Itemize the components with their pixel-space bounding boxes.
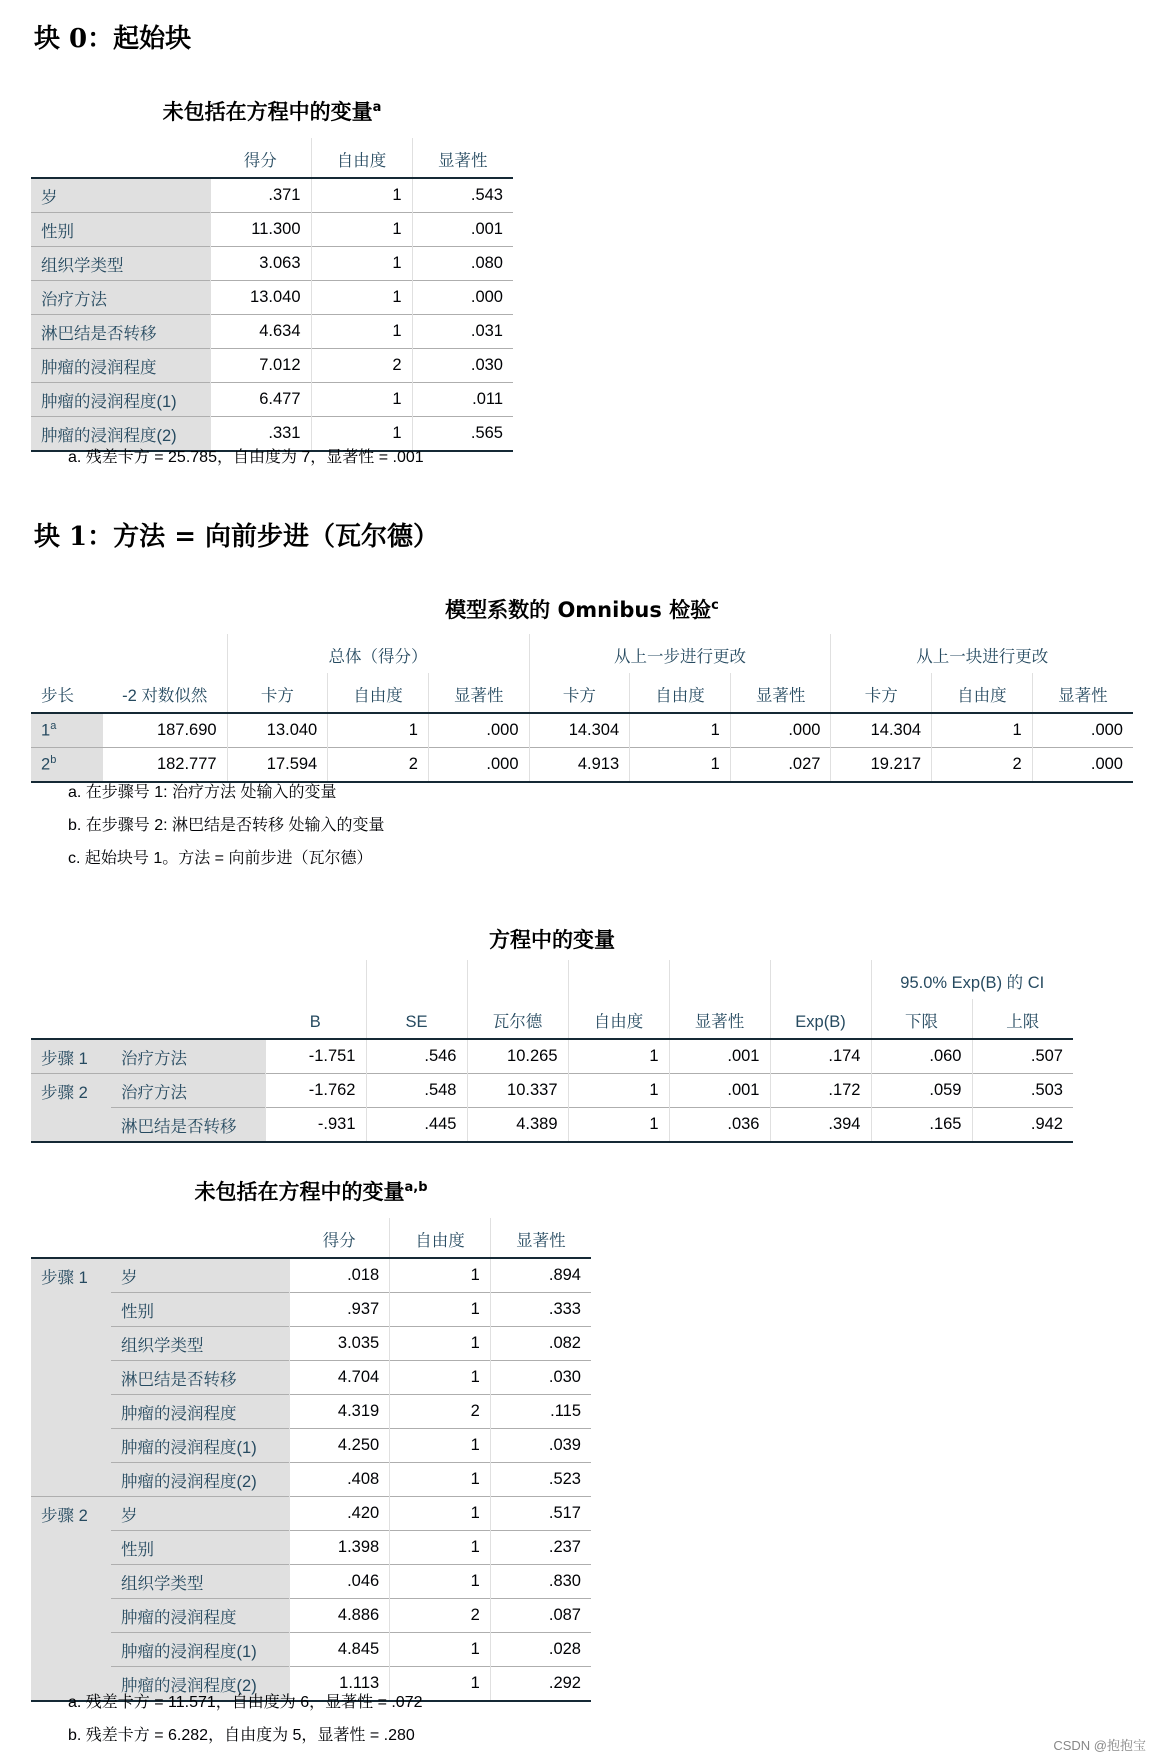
- cell-value: 1.113: [289, 1667, 390, 1702]
- col-header: 卡方: [831, 673, 932, 713]
- table-row: [31, 1258, 591, 1293]
- cell-value: .001: [669, 1074, 770, 1108]
- row-label: 治疗方法: [31, 281, 210, 315]
- cell-value: 2: [328, 748, 429, 783]
- table-row: [31, 1497, 591, 1531]
- cell-value: .523: [490, 1463, 591, 1497]
- col-header: 显著性: [412, 138, 513, 178]
- cell-value: .546: [366, 1039, 467, 1074]
- cell-value: .018: [289, 1258, 390, 1293]
- cell-value: .333: [490, 1293, 591, 1327]
- table-row: [31, 1633, 591, 1667]
- cell-value: .039: [490, 1429, 591, 1463]
- footnote: b. 在步骤号 2: 淋巴结是否转移 处输入的变量: [68, 817, 385, 834]
- cell-value: 1: [311, 213, 412, 247]
- step-label: 步骤 2: [31, 1074, 111, 1108]
- cell-value: .000: [730, 713, 831, 748]
- cell-value: 4.634: [210, 315, 311, 349]
- row-label: 肿瘤的浸润程度(1): [31, 383, 210, 417]
- cell-value: .115: [490, 1395, 591, 1429]
- cell-value: 1: [390, 1633, 491, 1667]
- cell-value: .942: [972, 1108, 1073, 1143]
- table-row: [31, 1293, 591, 1327]
- cell-value: 1: [568, 1074, 669, 1108]
- col-header: 显著性: [669, 999, 770, 1039]
- table-row: [31, 1599, 591, 1633]
- variable-label: 岁: [111, 1497, 289, 1531]
- cell-value: 1: [568, 1108, 669, 1143]
- variable-label: 性别: [111, 1531, 289, 1565]
- step-label: [31, 1395, 111, 1429]
- cell-value: 4.319: [289, 1395, 390, 1429]
- col-header: 自由度: [630, 673, 731, 713]
- row-label: 肿瘤的浸润程度(2): [31, 417, 210, 452]
- col-header: 卡方: [227, 673, 328, 713]
- variable-label: 肿瘤的浸润程度(2): [111, 1667, 289, 1702]
- col-header: 瓦尔德: [467, 999, 568, 1039]
- cell-value: .030: [490, 1361, 591, 1395]
- cell-value: .059: [871, 1074, 972, 1108]
- col-header: 显著性: [428, 673, 529, 713]
- cell-value: .292: [490, 1667, 591, 1702]
- step-label: 步骤 1: [31, 1258, 111, 1293]
- table-row: [31, 1074, 1073, 1108]
- cell-value: .031: [412, 315, 513, 349]
- cell-value: .174: [770, 1039, 871, 1074]
- col-header: 得分: [243, 152, 277, 170]
- cell-value: .080: [412, 247, 513, 281]
- not-in-equation-table-block0: [31, 138, 513, 452]
- table-row: [31, 1361, 591, 1395]
- table-row: [31, 1531, 591, 1565]
- col-header: SE: [366, 999, 467, 1039]
- cell-value: .371: [210, 178, 311, 213]
- variable-label: 性别: [111, 1293, 289, 1327]
- in-equation-title: 方程中的变量: [489, 928, 615, 952]
- cell-value: .394: [770, 1108, 871, 1143]
- cell-value: 14.304: [529, 713, 630, 748]
- cell-value: 1: [630, 713, 731, 748]
- footnote-marker: b: [50, 754, 57, 767]
- cell-value: 1: [328, 713, 429, 748]
- cell-value: 3.063: [210, 247, 311, 281]
- cell-value: .543: [412, 178, 513, 213]
- group-header: 从上一块进行更改: [831, 634, 1133, 673]
- cell-value: 17.594: [227, 748, 328, 783]
- cell-value: .937: [289, 1293, 390, 1327]
- cell-value: 1: [568, 1039, 669, 1074]
- cell-value: .011: [412, 383, 513, 417]
- group-header: 总体（得分）: [227, 634, 529, 673]
- cell-value: .445: [366, 1108, 467, 1143]
- step-label: [31, 748, 103, 783]
- cell-value: .000: [428, 748, 529, 783]
- cell-value: .517: [490, 1497, 591, 1531]
- table-row: [31, 213, 513, 247]
- step-label: [31, 1463, 111, 1497]
- empty-header: [111, 999, 265, 1039]
- step-label: 步骤 2: [31, 1497, 111, 1531]
- cell-value: 1: [390, 1258, 491, 1293]
- footnote: b. 残差卡方 = 6.282，自由度为 5，显著性 = .280: [68, 1727, 415, 1744]
- cell-value: .001: [412, 213, 513, 247]
- step-number: 1: [41, 721, 51, 740]
- cell-value: 4.845: [289, 1633, 390, 1667]
- block1-heading: 块 1：方法 = 向前步进（瓦尔德）: [34, 522, 440, 552]
- cell-value: 1: [311, 417, 412, 452]
- omnibus-table: [31, 634, 1133, 783]
- cell-value: 1: [390, 1429, 491, 1463]
- table-row: [31, 1429, 591, 1463]
- col-header: 步长: [41, 687, 74, 705]
- variable-label: 淋巴结是否转移: [111, 1108, 265, 1143]
- cell-value: 1: [630, 748, 731, 783]
- cell-value: 1: [311, 247, 412, 281]
- cell-value: 2: [390, 1599, 491, 1633]
- footnote: a. 残差卡方 = 11.571，自由度为 6，显著性 = .072: [68, 1694, 423, 1711]
- step-label: [31, 1429, 111, 1463]
- cell-value: .000: [412, 281, 513, 315]
- table-row: [31, 247, 513, 281]
- cell-value: 7.012: [210, 349, 311, 383]
- variable-label: 治疗方法: [111, 1039, 265, 1074]
- cell-value: 1: [390, 1293, 491, 1327]
- footnote: c. 起始块号 1。方法 = 向前步进（瓦尔德）: [68, 850, 373, 867]
- cell-value: .060: [871, 1039, 972, 1074]
- cell-value: 4.886: [289, 1599, 390, 1633]
- cell-value: .331: [210, 417, 311, 452]
- col-header: 自由度: [568, 999, 669, 1039]
- table-row: [31, 281, 513, 315]
- step-label: [31, 1293, 111, 1327]
- cell-value: .036: [669, 1108, 770, 1143]
- cell-value: .046: [289, 1565, 390, 1599]
- col-header: 显著性: [1032, 673, 1133, 713]
- cell-value: .507: [972, 1039, 1073, 1074]
- variable-label: 组织学类型: [111, 1565, 289, 1599]
- table1-title: 未包括在方程中的变量$^a$: [162, 100, 382, 124]
- cell-value: .503: [972, 1074, 1073, 1108]
- cell-value: .030: [412, 349, 513, 383]
- variable-label: 治疗方法: [111, 1074, 265, 1108]
- footnote: a. 残差卡方 = 25.785，自由度为 7，显著性 = .001: [68, 449, 424, 466]
- cell-value: 1: [390, 1667, 491, 1702]
- table-row: [31, 713, 1133, 748]
- cell-value: 13.040: [210, 281, 311, 315]
- col-header: -2 对数似然: [122, 687, 208, 705]
- cell-value: 13.040: [227, 713, 328, 748]
- col-header: 上限: [972, 999, 1073, 1039]
- row-label: 淋巴结是否转移: [31, 315, 210, 349]
- cell-value: .548: [366, 1074, 467, 1108]
- cell-value: .165: [871, 1108, 972, 1143]
- row-label: 肿瘤的浸润程度: [31, 349, 210, 383]
- cell-value: 187.690: [103, 713, 227, 748]
- variable-label: 淋巴结是否转移: [111, 1361, 289, 1395]
- cell-value: 1: [311, 178, 412, 213]
- cell-value: .000: [428, 713, 529, 748]
- variable-label: 肿瘤的浸润程度(1): [111, 1429, 289, 1463]
- cell-value: 1: [311, 315, 412, 349]
- cell-value: 6.477: [210, 383, 311, 417]
- cell-value: .237: [490, 1531, 591, 1565]
- row-label: 岁: [31, 178, 210, 213]
- step-number: 2: [41, 755, 51, 774]
- table-row: [31, 1565, 591, 1599]
- cell-value: 10.337: [467, 1074, 568, 1108]
- cell-value: -1.751: [265, 1039, 366, 1074]
- not-in-equation-table-block1: [31, 1218, 591, 1702]
- cell-value: 1: [390, 1565, 491, 1599]
- cell-value: 2: [390, 1395, 491, 1429]
- variable-label: 组织学类型: [111, 1327, 289, 1361]
- col-header: 自由度: [932, 673, 1033, 713]
- row-label: 组织学类型: [31, 247, 210, 281]
- empty-header: [31, 999, 111, 1039]
- cell-value: .830: [490, 1565, 591, 1599]
- table-row: [31, 315, 513, 349]
- cell-value: .028: [490, 1633, 591, 1667]
- col-header: 自由度: [390, 1218, 491, 1258]
- col-header: B: [309, 1013, 321, 1031]
- col-header: 显著性: [730, 673, 831, 713]
- cell-value: .420: [289, 1497, 390, 1531]
- block0-heading: 块 0：起始块: [34, 24, 192, 54]
- variable-label: 肿瘤的浸润程度: [111, 1395, 289, 1429]
- cell-value: -1.762: [265, 1074, 366, 1108]
- footnote-marker: a: [50, 720, 57, 733]
- table-row: [31, 1039, 1073, 1074]
- cell-value: .894: [490, 1258, 591, 1293]
- cell-value: 4.389: [467, 1108, 568, 1143]
- cell-value: 1: [311, 281, 412, 315]
- table-row: [31, 1108, 1073, 1143]
- col-header: 下限: [871, 999, 972, 1039]
- step-label: [31, 713, 103, 748]
- variable-label: 岁: [111, 1258, 289, 1293]
- cell-value: .000: [1032, 748, 1133, 783]
- cell-value: 1: [390, 1361, 491, 1395]
- ci-group-header: 95.0% Exp(B) 的 CI: [871, 960, 1073, 999]
- cell-value: 1: [311, 383, 412, 417]
- cell-value: .027: [730, 748, 831, 783]
- col-header: 卡方: [529, 673, 630, 713]
- step-label: [31, 1531, 111, 1565]
- table-row: [31, 383, 513, 417]
- step-label: [31, 1327, 111, 1361]
- omnibus-title: 模型系数的 Omnibus 检验$^c$: [445, 598, 719, 622]
- step-label: [31, 1565, 111, 1599]
- cell-value: .000: [1032, 713, 1133, 748]
- cell-value: 10.265: [467, 1039, 568, 1074]
- watermark: CSDN @抱抱宝: [1053, 1738, 1146, 1753]
- table-row: [31, 1327, 591, 1361]
- cell-value: .172: [770, 1074, 871, 1108]
- cell-value: 1: [390, 1463, 491, 1497]
- step-label: [31, 1361, 111, 1395]
- cell-value: 1: [390, 1327, 491, 1361]
- col-header: 显著性: [490, 1218, 591, 1258]
- table-row: [31, 748, 1133, 783]
- table-row: [31, 1395, 591, 1429]
- step-label: [31, 1108, 111, 1143]
- row-label: 性别: [31, 213, 210, 247]
- cell-value: .565: [412, 417, 513, 452]
- variable-label: 肿瘤的浸润程度: [111, 1599, 289, 1633]
- cell-value: .087: [490, 1599, 591, 1633]
- step-label: [31, 1633, 111, 1667]
- table-row: [31, 349, 513, 383]
- cell-value: 2: [932, 748, 1033, 783]
- cell-value: -.931: [265, 1108, 366, 1143]
- cell-value: 3.035: [289, 1327, 390, 1361]
- not-in-equation-title: 未包括在方程中的变量$^{a,b}$: [194, 1180, 428, 1204]
- variable-label: 肿瘤的浸润程度(1): [111, 1633, 289, 1667]
- group-header: 从上一步进行更改: [529, 634, 831, 673]
- cell-value: 2: [311, 349, 412, 383]
- col-header: 得分: [322, 1232, 356, 1250]
- cell-value: 4.913: [529, 748, 630, 783]
- cell-value: 4.704: [289, 1361, 390, 1395]
- col-header: 自由度: [311, 138, 412, 178]
- cell-value: 1: [390, 1531, 491, 1565]
- cell-value: 1.398: [289, 1531, 390, 1565]
- cell-value: 182.777: [103, 748, 227, 783]
- cell-value: 11.300: [210, 213, 311, 247]
- cell-value: .408: [289, 1463, 390, 1497]
- cell-value: .001: [669, 1039, 770, 1074]
- cell-value: .082: [490, 1327, 591, 1361]
- cell-value: 14.304: [831, 713, 932, 748]
- col-header: 自由度: [328, 673, 429, 713]
- table-row: [31, 178, 513, 213]
- step-label: 步骤 1: [31, 1039, 111, 1074]
- col-header: Exp(B): [770, 999, 871, 1039]
- cell-value: 1: [390, 1497, 491, 1531]
- variables-in-equation-table: [31, 960, 1073, 1143]
- variable-label: 肿瘤的浸润程度(2): [111, 1463, 289, 1497]
- cell-value: 4.250: [289, 1429, 390, 1463]
- table-row: [31, 1463, 591, 1497]
- cell-value: 19.217: [831, 748, 932, 783]
- step-label: [31, 1599, 111, 1633]
- footnote: a. 在步骤号 1: 治疗方法 处输入的变量: [68, 784, 337, 801]
- cell-value: 1: [932, 713, 1033, 748]
